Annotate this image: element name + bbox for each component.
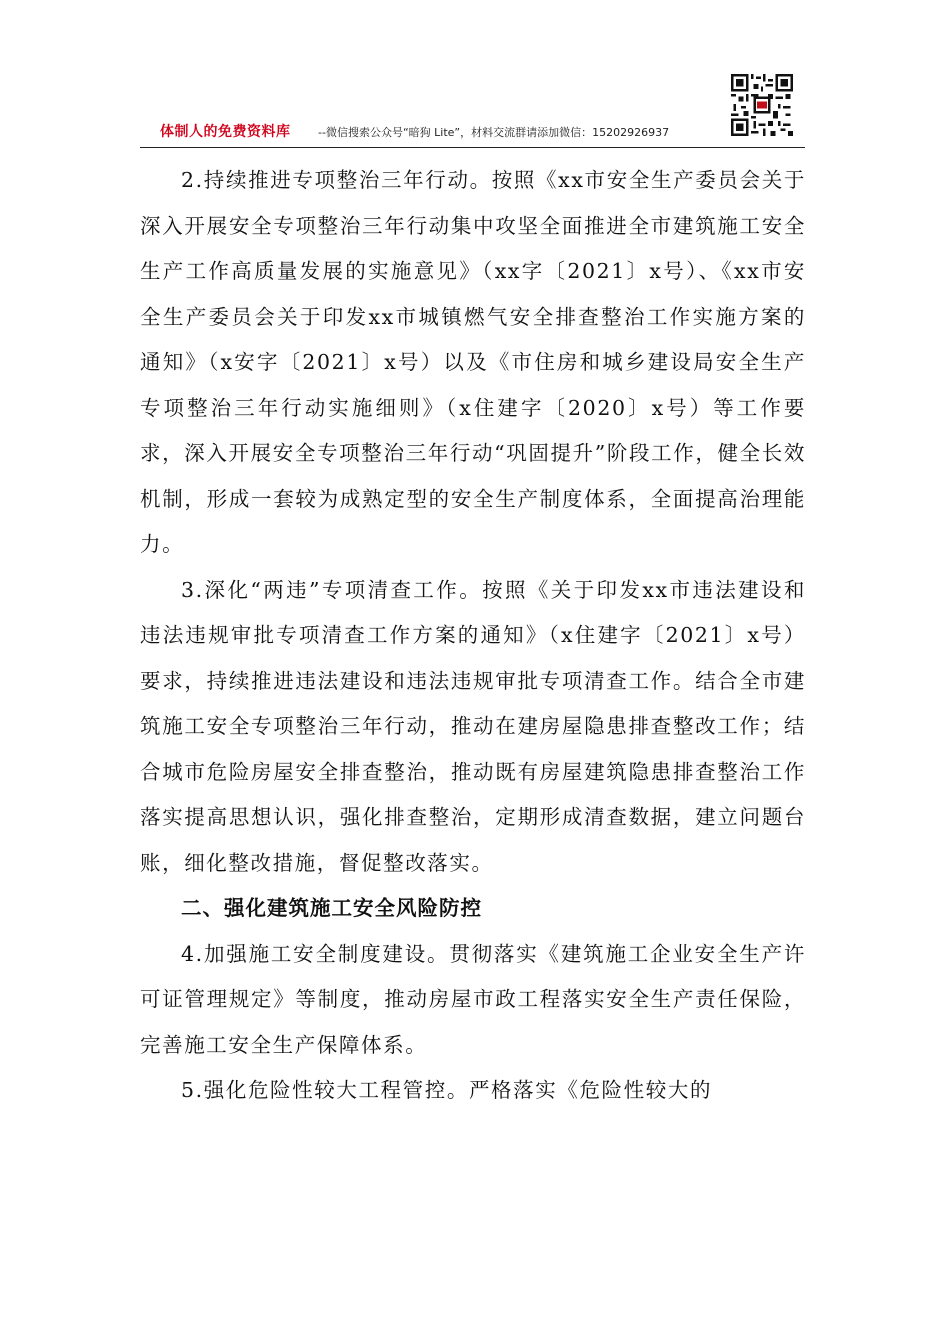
header-brand: 体制人的免费资料库	[160, 124, 291, 140]
document-body	[140, 158, 806, 1114]
paragraph-item-3: 3.深化“两违”专项清查工作。按照《关于印发xx市违法建设和违法违规审批专项清查工作方案的通知》（x住建字〔2021〕x号）要求，持续推进违法建设和违法违规审批专项清查工作。结合全市建筑施工安全专项整治三年行动，推动在建房屋隐患排查整改工作；结合城市危险房屋安全排查整治，推动既有房屋建筑隐患排查整治工作落实提高思想认识，强化排查整治，定期形成清查数据，建立问题台账，细化整改措施，督促整改落实。	[140, 577, 806, 875]
page-header	[140, 118, 810, 146]
header-divider	[140, 147, 805, 148]
section-heading: 二、强化建筑施工安全风险防控	[181, 896, 482, 920]
paragraph-item-5: 5.强化危险性较大工程管控。严格落实《危险性较大的	[181, 1078, 713, 1102]
header-tagline: --微信搜索公众号“暗狗 Lite”，材料交流群请添加微信：15202926937	[318, 126, 670, 139]
paragraph-item-4: 4.加强施工安全制度建设。贯彻落实《建筑施工企业安全生产许可证管理规定》等制度，推动房屋市政工程落实安全生产责任保险，完善施工安全生产保障体系。	[140, 941, 806, 1057]
paragraph-item-2: 2.持续推进专项整治三年行动。按照《xx市安全生产委员会关于深入开展安全专项整治三年行动集中攻坚全面推进全市建筑施工安全生产工作高质量发展的实施意见》（xx字〔2021〕x号）、《xx市安全生产委员会关于印发xx市城镇燃气安全排查整治工作实施方案的通知》（x安字〔2021〕x号）以及《市住房和城乡建设局安全生产专项整治三年行动实施细则》（x住建字〔2020〕x号）等工作要求，深入开展安全专项整治三年行动“巩固提升”阶段工作，健全长效机制，形成一套较为成熟定型的安全生产制度体系，全面提高治理能力。	[140, 168, 806, 556]
